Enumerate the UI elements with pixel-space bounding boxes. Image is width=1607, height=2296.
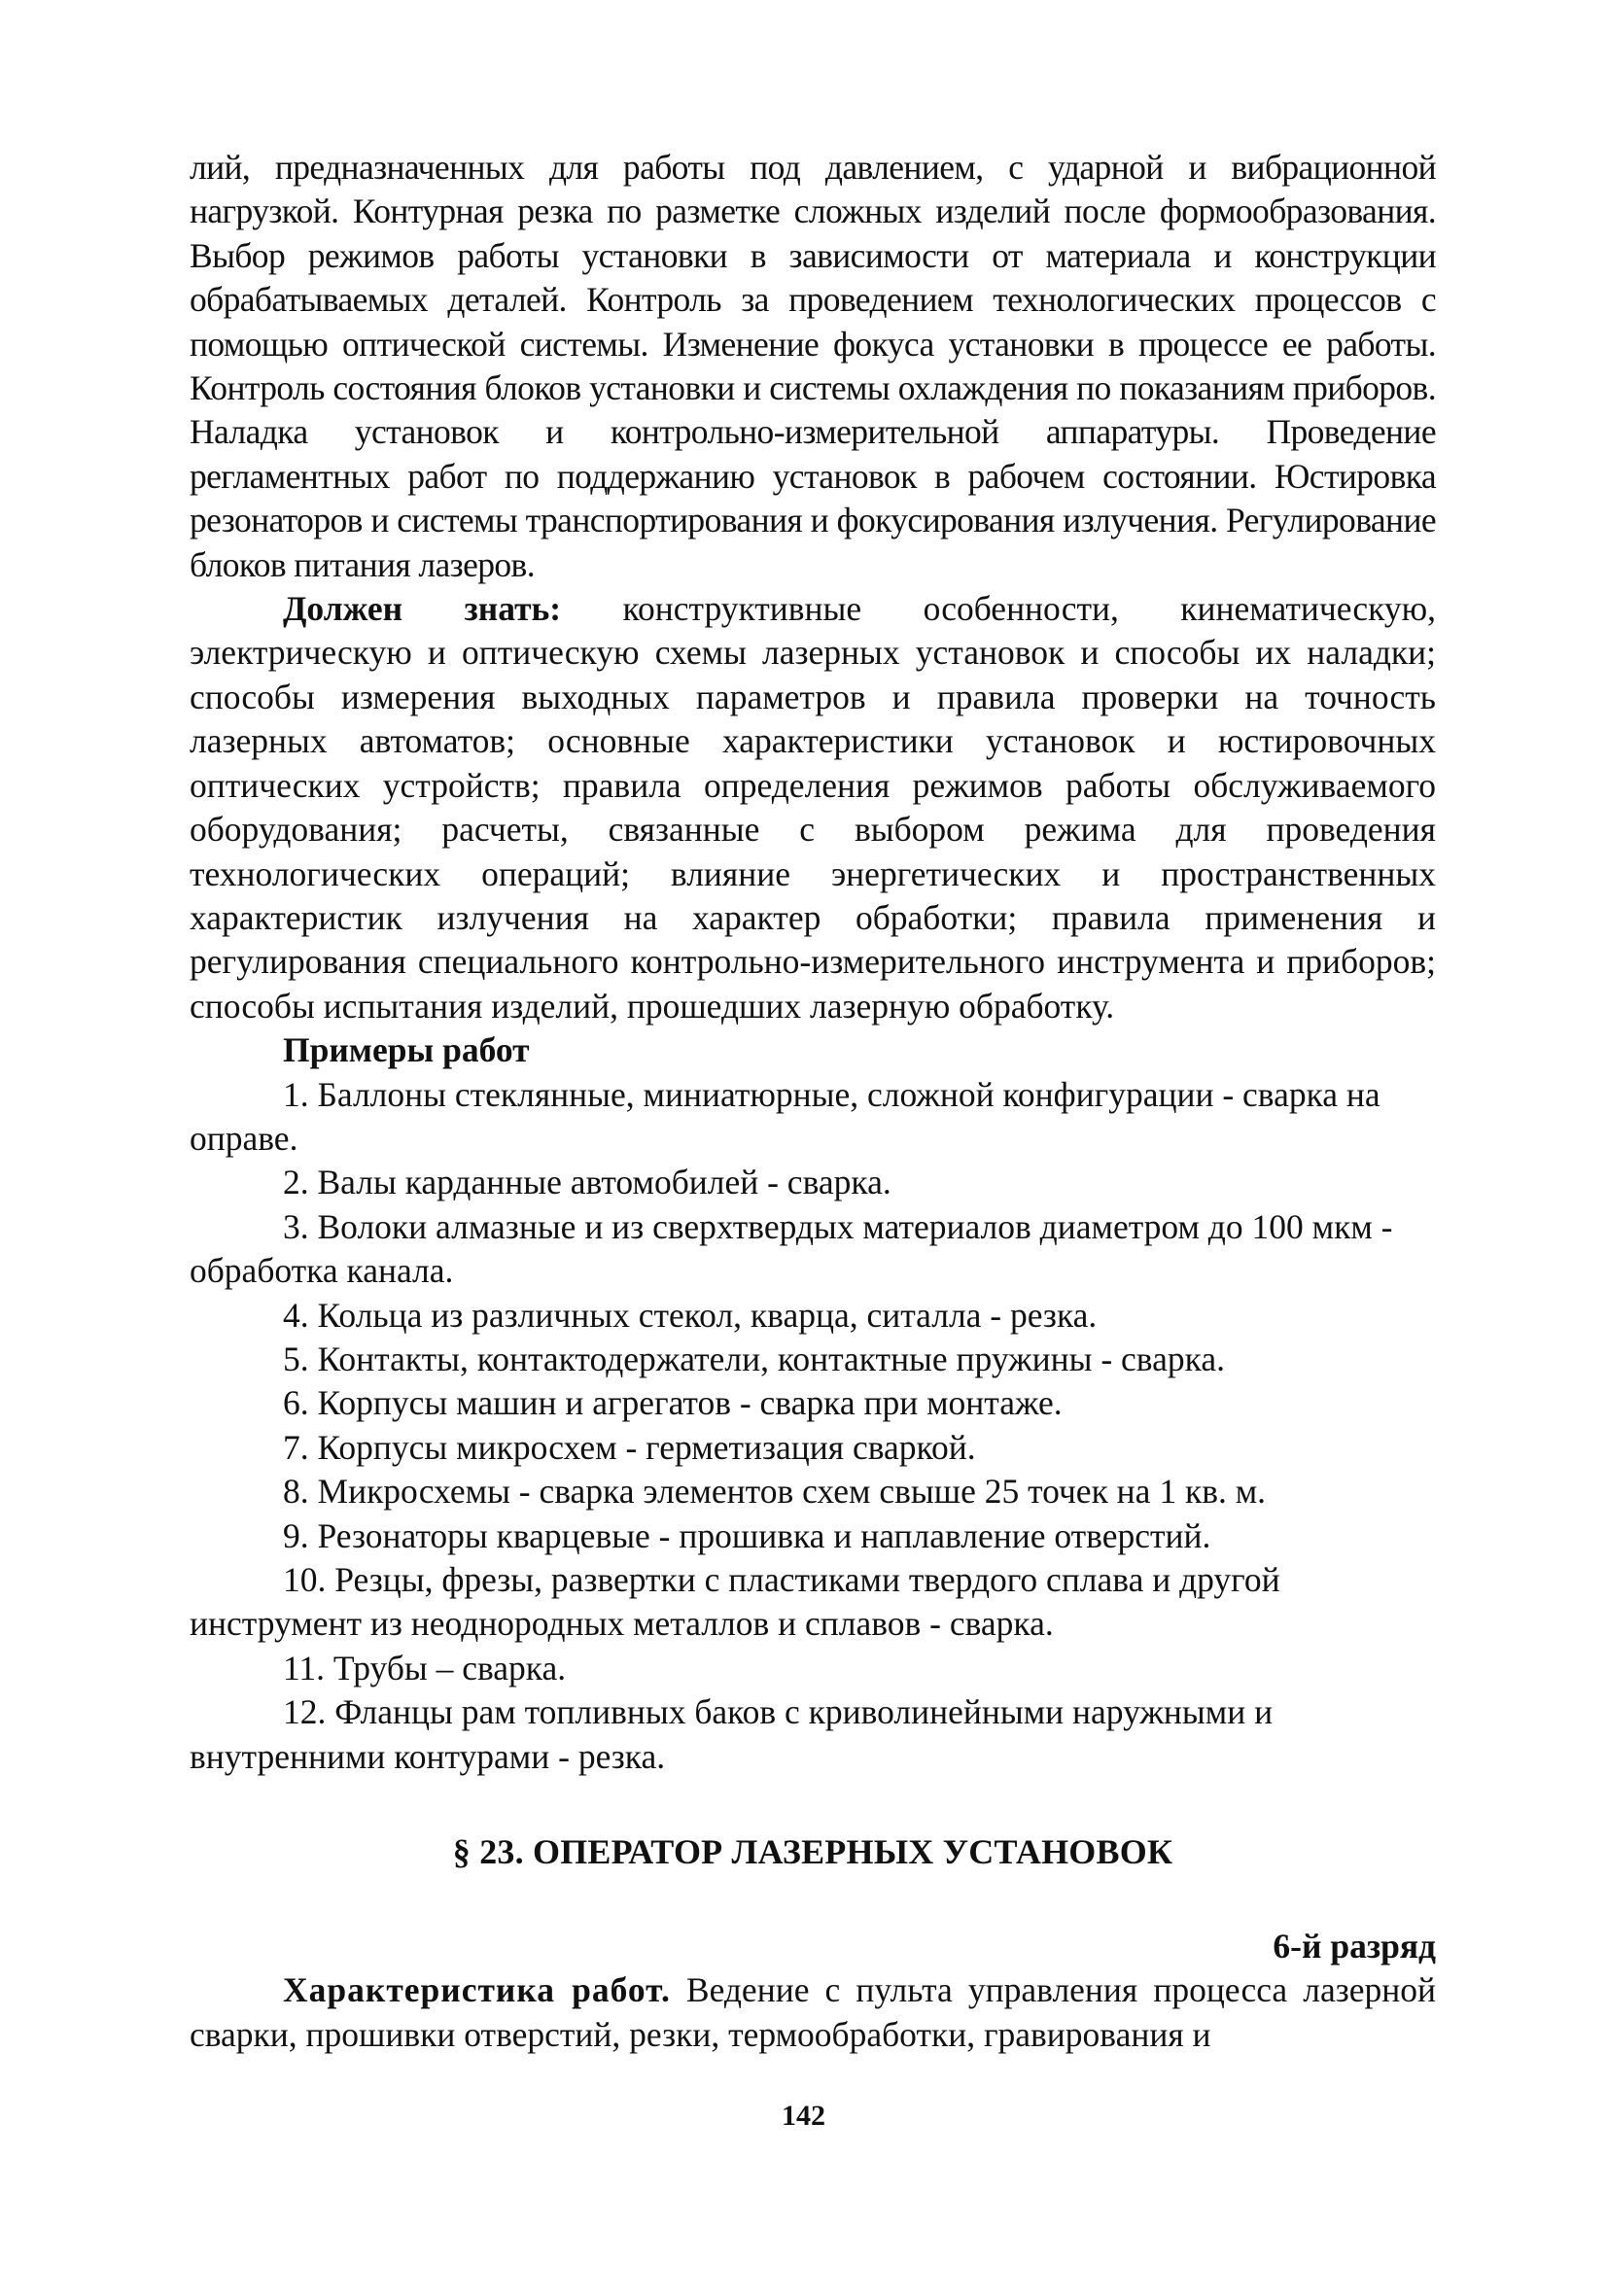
page-content (190, 146, 1436, 2057)
example-item: 12. Фланцы рам топливных баков с криволинейными наружными и внутренними контурами - резка. (190, 1692, 1274, 1776)
example-item: 10. Резцы, фрезы, развертки с пластиками твердого сплава и другой инструмент из неоднородных металлов и сплавов - сварка. (190, 1560, 1280, 1644)
examples-title: Примеры работ (283, 1030, 530, 1070)
page-number: 142 (782, 2100, 825, 2132)
must-know-label: Должен знать: (283, 589, 562, 629)
example-item: 8. Микросхемы - сварка элементов схем свыше 25 точек на 1 кв. м. (283, 1472, 1267, 1512)
must-know-text: конструктивные особенности, кинематическую, электрическую и оптическую схемы лазерных установок и способы их наладки; способы измерения выходных параметров и правила проверки на точность лазерных автоматов; основные характеристики установок и юстировочных оптических устройств; правила определения режимов работы обслуживаемого оборудования; расчеты, связанные с выбором режима для проведения технологических операций; влияние энергетических и пространственных характеристик излучения на характер обработки; правила применения и регулирования специального контрольно-измерительного инструмента и приборов; способы испытания изделий, прошедших лазерную обработку. (190, 589, 1436, 1026)
example-item: 6. Корпусы машин и агрегатов - сварка при монтаже. (283, 1383, 1063, 1423)
intro-paragraph: лий, предназначенных для работы под давлением, с ударной и вибрационной нагрузкой. Контурная резка по разметке сложных изделий после формообразования. Выбор режимов работы установки в зависимости от материала и конструкции обрабатываемых деталей. Контроль за проведением технологических процессов с помощью оптической системы. Изменение фокуса установки в процессе ее работы. Контроль состояния блоков установки и системы охлаждения по показаниям приборов. Наладка установок и контрольно-измерительной аппаратуры. Проведение регламентных работ по поддержанию установок в рабочем состоянии. Юстировка резонаторов и системы транспортирования и фокусирования излучения. Регулирование блоков питания лазеров. (190, 148, 1436, 584)
characteristic-label: Характеристика работ. (283, 1970, 671, 2010)
section-title: § 23. ОПЕРАТОР ЛАЗЕРНЫХ УСТАНОВОК (452, 1832, 1173, 1872)
example-item: 3. Волоки алмазные и из сверхтвердых материалов диаметром до 100 мкм - обработка канала. (190, 1206, 1393, 1291)
example-item: 9. Резонаторы кварцевые - прошивка и наплавление отверстий. (283, 1515, 1211, 1555)
must-know-paragraph (190, 587, 1436, 1028)
examples-list (190, 1073, 1436, 1780)
characteristic-paragraph (190, 1968, 1436, 2057)
example-item: 4. Кольца из различных стекол, кварца, ситалла - резка. (283, 1295, 1098, 1335)
example-item: 7. Корпусы микросхем - герметизация сваркой. (283, 1427, 976, 1467)
example-item: 11. Трубы – сварка. (283, 1648, 567, 1687)
grade-label: 6-й разряд (1273, 1927, 1436, 1966)
characteristic-text: Ведение с пульта управления процесса лазерной сварки, прошивки отверстий, резки, термообработки, гравирования и (190, 1970, 1436, 2054)
example-item: 2. Валы карданные автомобилей - сварка. (283, 1163, 891, 1202)
example-item: 1. Баллоны стеклянные, миниатюрные, сложной конфигурации - сварка на оправе. (190, 1074, 1380, 1158)
example-item: 5. Контакты, контактодержатели, контактные пружины - сварка. (283, 1339, 1225, 1378)
